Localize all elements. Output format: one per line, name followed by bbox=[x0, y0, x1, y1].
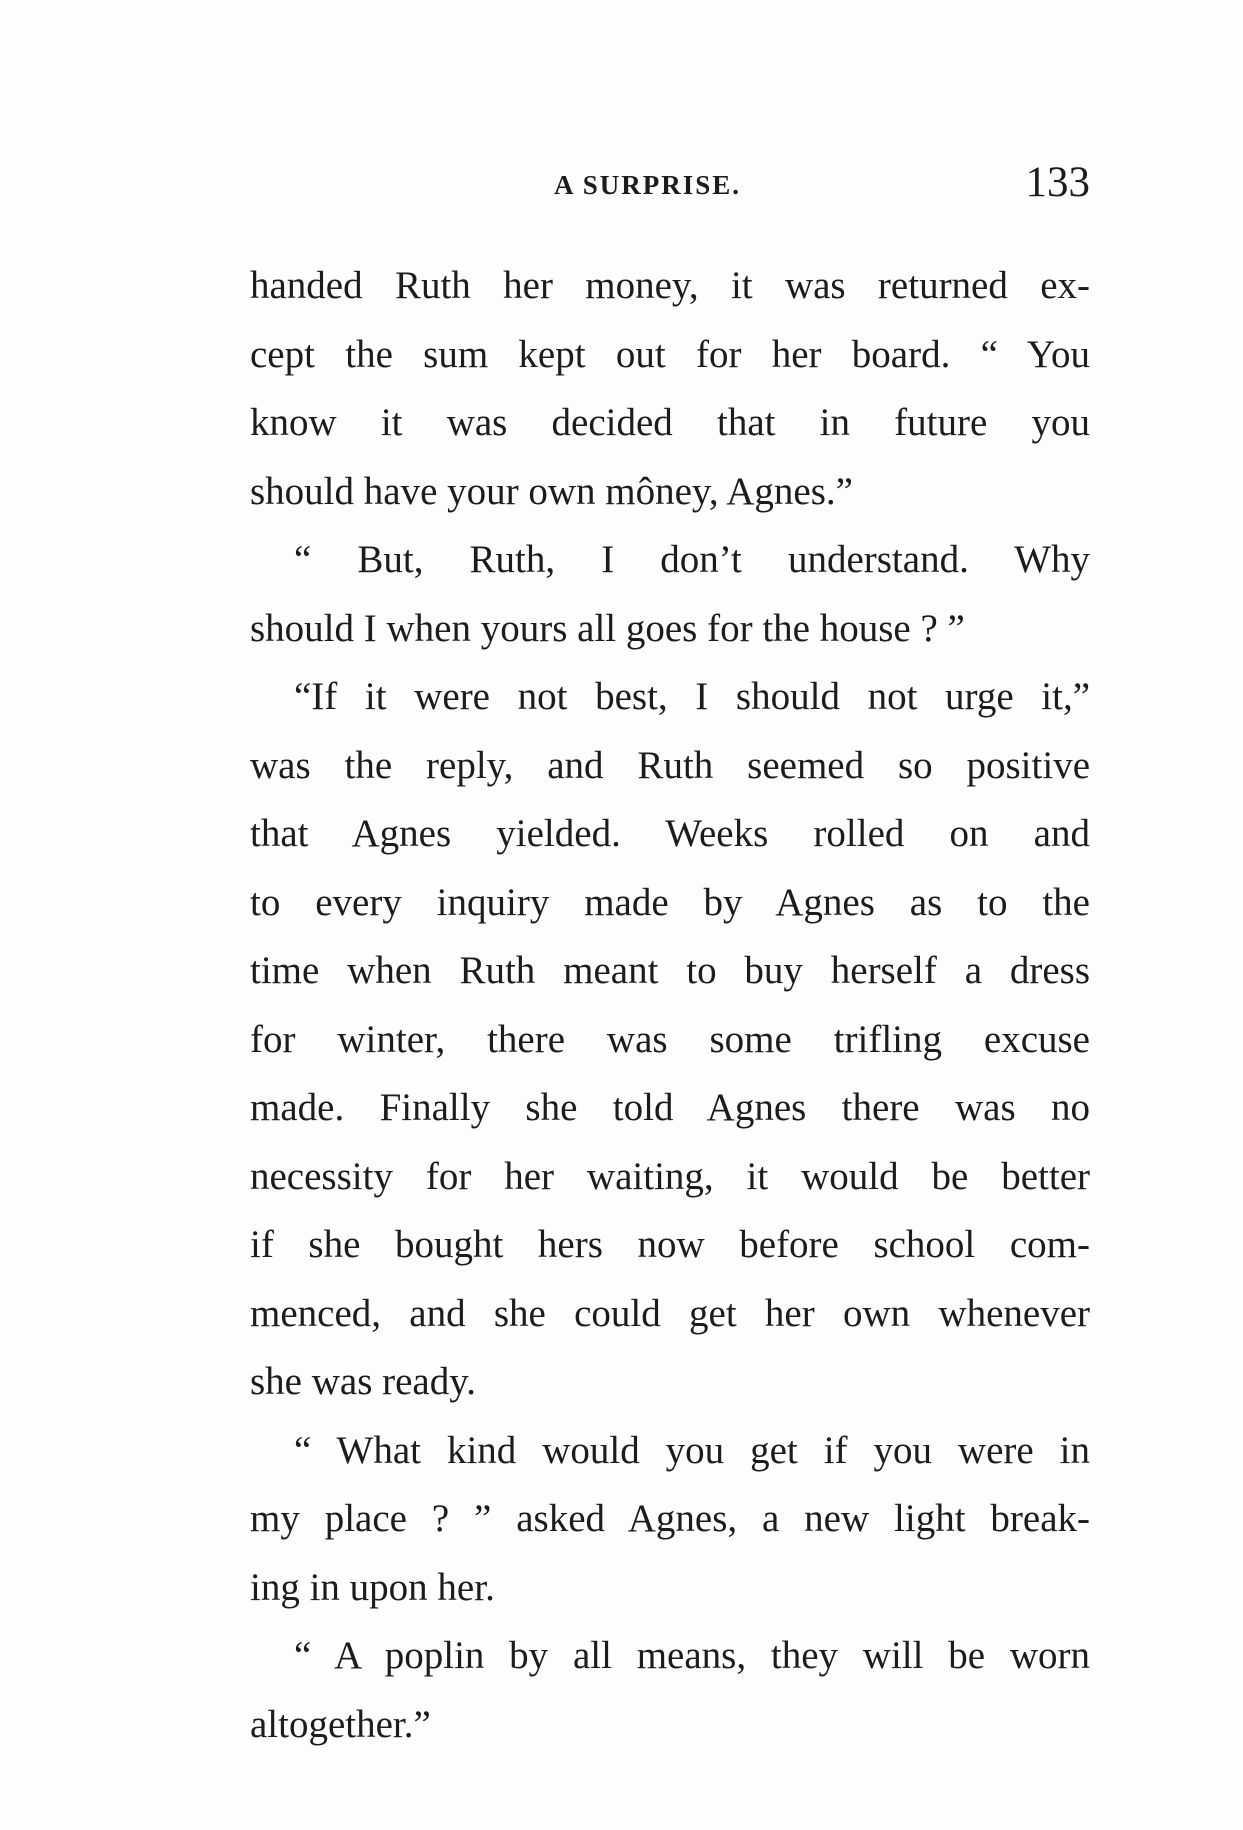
page-number: 133 bbox=[1025, 159, 1090, 206]
text-line: “If it were not best, I should not urge it,” bbox=[294, 675, 1090, 718]
text-line: menced, and she could get her own whenever bbox=[250, 1291, 1090, 1335]
text-line: “ What kind would you get if you were in bbox=[294, 1428, 1090, 1472]
text-line: time when Ruth meant to buy herself a dress bbox=[250, 949, 1090, 992]
text-line: was the reply, and Ruth seemed so positive bbox=[250, 743, 1090, 787]
text-line: if she bought hers now before school com- bbox=[250, 1223, 1090, 1266]
text-line: cept the sum kept out for her board. “ You bbox=[250, 332, 1090, 376]
text-line: should have your own môney, Agnes.” bbox=[250, 469, 853, 513]
running-head bbox=[250, 158, 1090, 208]
text-line: that Agnes yielded. Weeks rolled on and bbox=[250, 812, 1090, 855]
text-line: necessity for her waiting, it would be better bbox=[250, 1154, 1090, 1198]
text-line: altogether.” bbox=[250, 1702, 431, 1746]
text-line: know it was decided that in future you bbox=[250, 401, 1090, 444]
text-line: “ A poplin by all means, they will be worn bbox=[294, 1634, 1090, 1677]
text-line: she was ready. bbox=[250, 1360, 476, 1403]
body-text bbox=[250, 252, 1090, 1759]
text-line: made. Finally she told Agnes there was no bbox=[250, 1086, 1090, 1129]
text-line: should I when yours all goes for the house ? ” bbox=[250, 606, 965, 650]
text-line: for winter, there was some trifling excuse bbox=[250, 1017, 1090, 1061]
text-line: to every inquiry made by Agnes as to the bbox=[250, 880, 1090, 924]
text-line: ing in upon her. bbox=[250, 1565, 495, 1609]
text-line: my place ? ” asked Agnes, a new light break- bbox=[250, 1497, 1090, 1540]
text-line: “ But, Ruth, I don’t understand. Why bbox=[294, 538, 1090, 581]
running-title: A SURPRISE. bbox=[554, 170, 742, 200]
text-line: handed Ruth her money, it was returned ex- bbox=[250, 264, 1090, 307]
